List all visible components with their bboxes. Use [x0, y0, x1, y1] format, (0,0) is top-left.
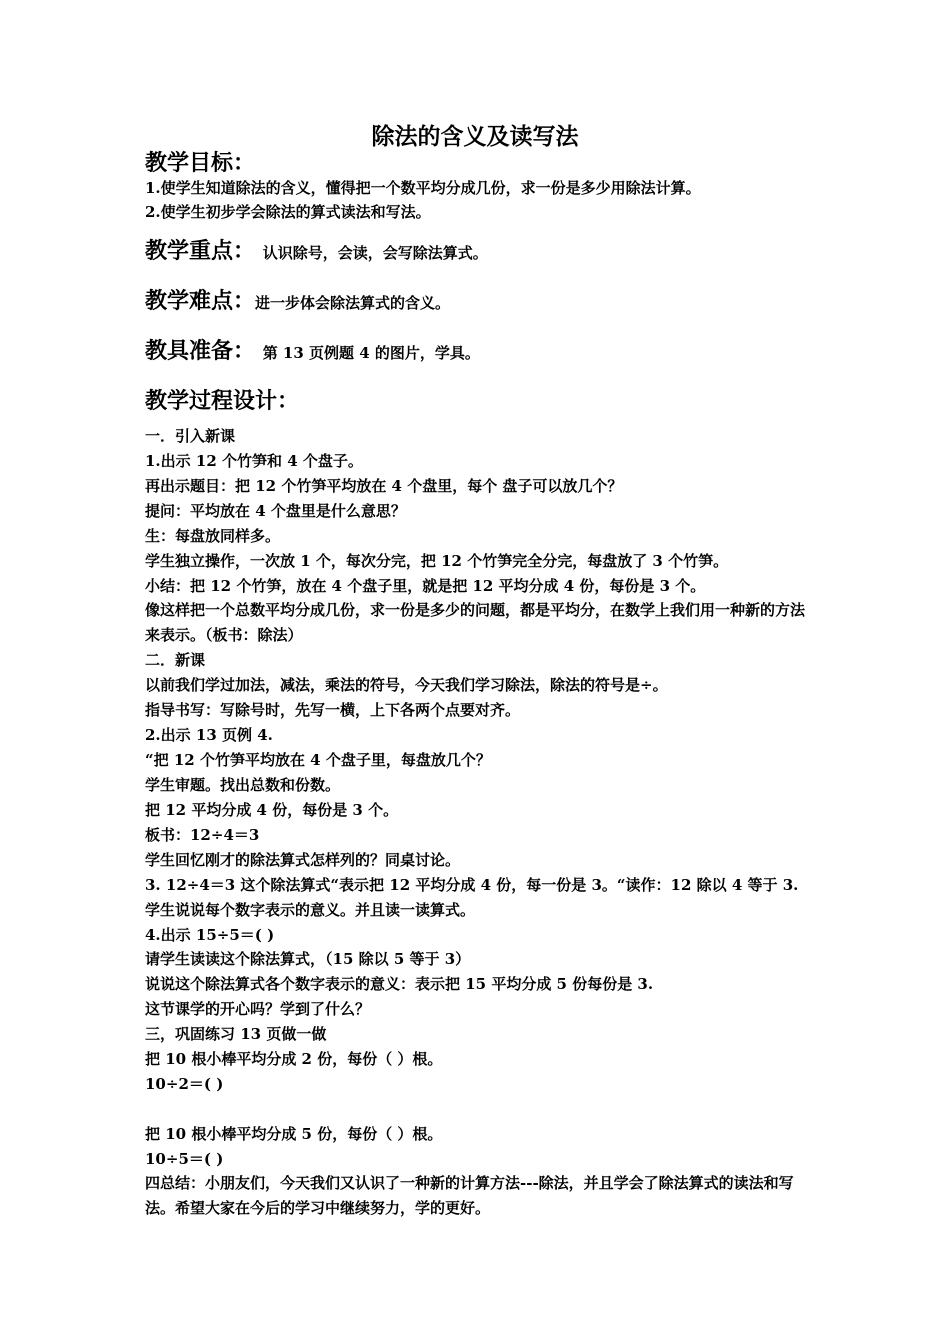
- text-line: 3. 12÷4＝3 这个除法算式“表示把 12 平均分成 4 份，每一份是 3。“读作：12 除以 4 等于 3.: [145, 876, 799, 894]
- text-line: 提问：平均放在 4 个盘里是什么意思？: [145, 502, 406, 520]
- text-line: 学生回忆刚才的除法算式怎样列的？同桌讨论。: [145, 851, 461, 869]
- text-paragraph: 像这样把一个总数平均分成几份，求一份是多少的问题，都是平均分，在数学上我们用一种新的方法来表示。（板书：除法）: [145, 601, 806, 644]
- text-line: 一．引入新课: [145, 427, 236, 445]
- goal-1: 1.使学生知道除法的含义，懂得把一个数平均分成几份，求一份是多少用除法计算。: [145, 179, 701, 197]
- section-heading: 二．新课: [145, 651, 206, 669]
- goals-heading: 教学目标：: [145, 150, 256, 176]
- text-line: 以前我们学过加法，减法，乘法的符号，今天我们学习除法，除法的符号是÷。: [145, 676, 668, 694]
- key-point-heading: 教学重点：: [145, 238, 256, 264]
- text-line: 10÷5＝( ): [145, 1150, 224, 1168]
- document-title: 除法的含义及读写法: [371, 123, 579, 150]
- text-line: 再出示题目：把 12 个竹笋平均放在 4 个盘里，每个 盘子可以放几个？: [145, 477, 623, 495]
- text-line: 板书：12÷4＝3: [145, 826, 260, 844]
- difficulty-heading: 教学难点：: [145, 288, 256, 314]
- text-line: 把 12 平均分成 4 份，每份是 3 个。: [145, 801, 399, 819]
- text-line: 4.出示 15÷5＝( ): [145, 926, 275, 944]
- tools-row: [145, 336, 480, 368]
- section-heading: 三，巩固练习 13 页做一做: [145, 1025, 327, 1043]
- text-line: 把 10 根小棒平均分成 2 份，每份（ ）根。: [145, 1050, 443, 1068]
- difficulty-row: [145, 286, 450, 318]
- text-line: 指导书写：写除号时，先写一横，上下各两个点要对齐。: [145, 701, 521, 719]
- goal-2: 2.使学生初步学会除法的算式读法和写法。: [145, 203, 431, 221]
- text-line: 学生审题。找出总数和份数。: [145, 776, 341, 794]
- tools-heading: 教具准备：: [145, 338, 256, 364]
- text-line: 说说这个除法算式各个数字表示的意义：表示把 15 平均分成 5 份每份是 3.: [145, 975, 654, 993]
- tools-text: 第 13 页例题 4 的图片，学具。: [262, 344, 480, 362]
- process-heading: 教学过程设计：: [145, 388, 300, 414]
- key-point-text: 认识除号，会读，会写除法算式。: [262, 244, 488, 262]
- text-line: 1.出示 12 个竹笋和 4 个盘子。: [145, 452, 363, 470]
- text-line: 小结：把 12 个竹笋，放在 4 个盘子里，就是把 12 平均分成 4 份，每份是 3 个。: [145, 577, 706, 595]
- text-line: “把 12 个竹笋平均放在 4 个盘子里，每盘放几个？: [145, 751, 491, 769]
- text-line: 学生说说每个数字表示的意义。并且读一读算式。: [145, 901, 476, 919]
- text-line: 把 10 根小棒平均分成 5 份，每份（ ）根。: [145, 1125, 443, 1143]
- text-line: 学生独立操作，一次放 1 个，每次分完，把 12 个竹笋完全分完，每盘放了 3 个竹笋。: [145, 552, 729, 570]
- text-line: 2.出示 13 页例 4.: [145, 726, 273, 744]
- text-line: 请学生读读这个除法算式，（15 除以 5 等于 3）: [145, 950, 471, 968]
- key-point-row: [145, 236, 488, 268]
- text-line: 生：每盘放同样多。: [145, 527, 281, 545]
- summary-paragraph: 四总结：小朋友们，今天我们又认识了一种新的计算方法---除法，并且学会了除法算式的读法和写法。希望大家在今后的学习中继续努力，学的更好。: [145, 1174, 794, 1217]
- difficulty-text: 进一步体会除法算式的含义。: [255, 294, 451, 312]
- text-line: 这节课学的开心吗？学到了什么？: [145, 1000, 371, 1018]
- text-line: 10÷2＝( ): [145, 1075, 224, 1093]
